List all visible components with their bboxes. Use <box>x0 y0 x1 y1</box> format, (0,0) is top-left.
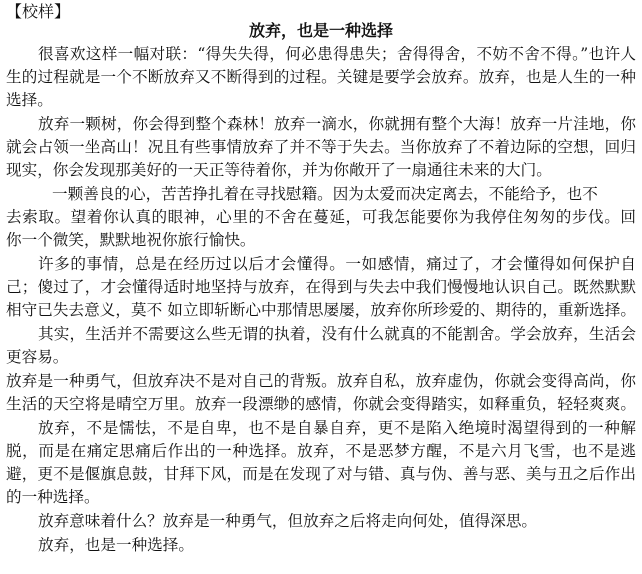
text-line: 脱，而是在痛定思痛后作出的一种选择。放弃，不是恶梦方醒，不是六月飞雪，也不是逃 <box>6 442 636 460</box>
text-line: 很喜欢这样一幅对联：“得失失得，何必患得患失；舍得得舍，不妨不舍不得。”也许人 <box>38 45 636 63</box>
text-line: 放弃意味着什么？放弃是一种勇气，但放弃之后将走向何处，值得深思。 <box>38 512 538 530</box>
text-line: 的一种选择。 <box>6 488 100 506</box>
text-line: 选择。 <box>6 91 53 109</box>
text-line: 放弃一颗树，你会得到整个森林！放弃一滴水，你就拥有整个大海！放弃一片洼地，你 <box>38 115 636 133</box>
text-line: 放弃，不是懦怯，不是自卑，也不是自暴自弃，更不是陷入绝境时渴望得到的一种解 <box>38 419 636 437</box>
text-line: 生的过程就是一个不断放弃又不断得到的过程。关键是要学会放弃。放弃，也是人生的一种 <box>6 68 636 86</box>
article-title: 放弃，也是一种选择 <box>248 21 393 40</box>
text-line: 放弃，也是一种选择。 <box>38 536 194 554</box>
text-line: 放弃是一种勇气，但放弃决不是对自己的背叛。放弃自私，放弃虚伪，你就会变得高尚，你 <box>6 372 636 390</box>
text-line: 一颗善良的心，苦苦挣扎着在寻找慰籍。因为太爱而决定离去，不能给予，也不 <box>52 185 598 203</box>
text-line: 去索取。望着你认真的眼神，心里的不舍在蔓延，可我怎能要你为我停住匆匆的步伐。回 <box>6 208 636 226</box>
proof-tag: 【校样】 <box>6 2 71 21</box>
text-line: 相守已失去意义，莫不 如立即斩断心中那情思屡屡，放弃你所珍爱的、期待的，重新选择。 <box>6 301 636 319</box>
text-line: 你一个微笑，默默地祝你旅行愉快。 <box>6 231 256 249</box>
text-line: 许多的事情，总是在经历过以后才会懂得。一如感情，痛过了，才会懂得如何保护自 <box>38 255 636 273</box>
text-line: 己；傻过了，才会懂得适时地坚持与放弃，在得到与失去中我们慢慢地认识自己。既然默默 <box>6 278 636 296</box>
text-line: 更容易。 <box>6 348 69 366</box>
text-line: 生活的天空将是晴空万里。放弃一段漂缈的感情，你就会变得踏实，如释重负，轻轻爽爽。 <box>6 395 636 413</box>
text-line: 其实，生活并不需要这么些无谓的执着，没有什么就真的不能割舍。学会放弃，生活会 <box>38 325 636 343</box>
text-line: 就会占领一坐高山！况且有些事情放弃了并不等于失去。当你放弃了不着边际的空想，回归 <box>6 138 636 156</box>
text-line: 现实，你会发现那美好的一天正等待着你，并为你敞开了一扇通往未来的大门。 <box>6 161 552 179</box>
text-line: 避，更不是偃旗息鼓，甘拜下风，而是在发现了对与错、真与伪、善与恶、美与丑之后作出 <box>6 465 636 483</box>
